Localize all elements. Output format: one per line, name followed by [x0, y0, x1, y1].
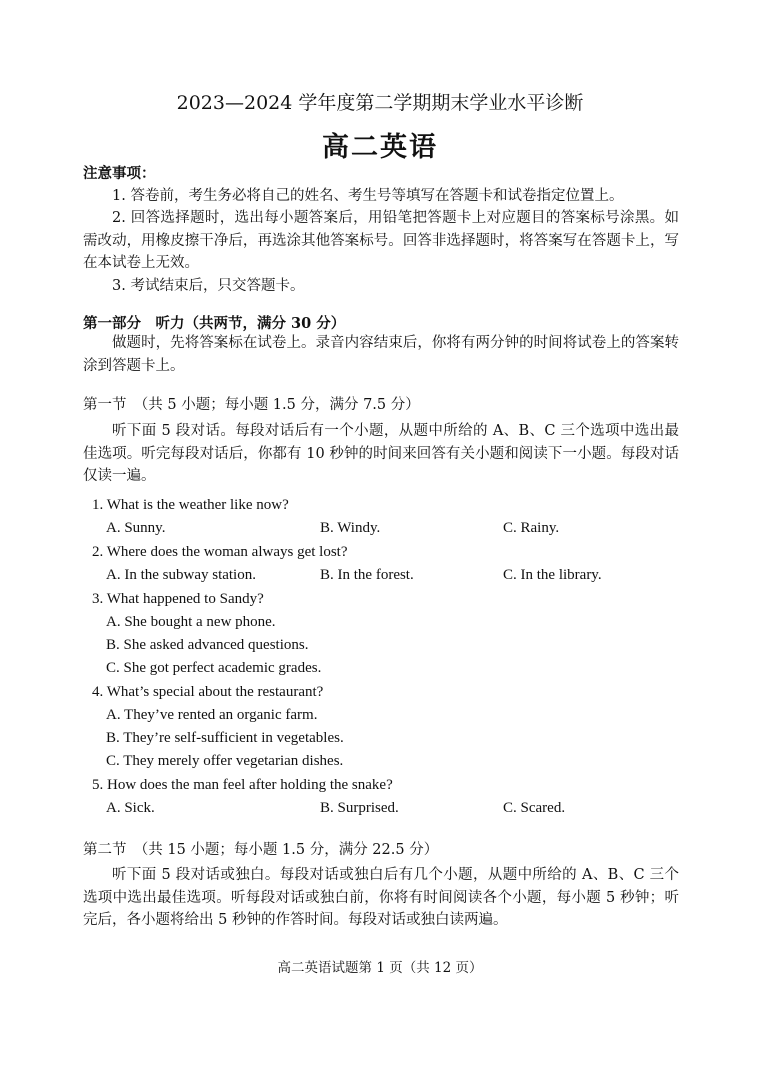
question-1-option-a: A. Sunny.: [106, 520, 166, 536]
question-1-stem: 1. What is the weather like now?: [92, 497, 289, 513]
question-4-option-b: B. They’re self-sufficient in vegetables.: [106, 730, 344, 746]
notice-item-1: 1. 答卷前，考生务必将自己的姓名、考生号等填写在答题卡和试卷指定位置上。: [112, 188, 624, 204]
notice-heading: 注意事项：: [83, 165, 156, 182]
question-1-option-c: C. Rainy.: [503, 520, 560, 536]
notice-item-2: 2. 回答选择题时，选出每小题答案后，用铅笔把答题卡上对应题目的答案标号涂黑。如需改动，用橡皮擦干净后，再选涂其他答案标号。回答非选择题时，将答案写在答题卡上，写在本试卷上无效。: [83, 210, 679, 271]
question-2-option-a: A. In the subway station.: [106, 567, 256, 583]
question-5-option-a: A. Sick.: [106, 800, 155, 816]
question-5-option-c: C. Scared.: [503, 800, 566, 816]
part1-intro: 做题时，先将答案标在试卷上。录音内容结束后，你将有两分钟的时间将试卷上的答案转涂到答题卡上。: [83, 335, 679, 374]
question-4-stem: 4. What’s special about the restaurant?: [92, 684, 324, 700]
section2-heading: 第二节 （共 15 小题；每小题 1.5 分，满分 22.5 分）: [83, 842, 439, 858]
question-3-option-c: C. She got perfect academic grades.: [106, 660, 322, 676]
part1-heading: 第一部分 听力（共两节，满分 30 分）: [83, 315, 346, 332]
question-4-option-c: C. They merely offer vegetarian dishes.: [106, 753, 344, 769]
question-5-stem: 5. How does the man feel after holding the snake?: [92, 777, 393, 793]
question-5-option-b: B. Surprised.: [320, 800, 399, 816]
exam-title: 2023—2024 学年度第二学期期末学业水平诊断: [176, 92, 584, 114]
section1-heading: 第一节 （共 5 小题；每小题 1.5 分，满分 7.5 分）: [83, 397, 420, 413]
section1-intro: 听下面 5 段对话。每段对话后有一个小题，从题中所给的 A、B、C 三个选项中选出最佳选项。听完每段对话后，你都有 10 秒钟的时间来回答有关小题和阅读下一小题。每段对话仅读一遍。: [83, 423, 679, 484]
question-3-stem: 3. What happened to Sandy?: [92, 591, 264, 607]
notice-item-3: 3. 考试结束后，只交答题卡。: [112, 278, 305, 294]
question-3-option-a: A. She bought a new phone.: [106, 614, 276, 630]
question-2-option-c: C. In the library.: [503, 567, 602, 583]
question-2-option-b: B. In the forest.: [320, 567, 414, 583]
question-3-option-b: B. She asked advanced questions.: [106, 637, 309, 653]
question-2-stem: 2. Where does the woman always get lost?: [92, 544, 348, 560]
page-footer: 高二英语试题第 1 页（共 12 页）: [277, 960, 483, 976]
question-4-option-a: A. They’ve rented an organic farm.: [106, 707, 318, 723]
section2-intro: 听下面 5 段对话或独白。每段对话或独白后有几个小题，从题中所给的 A、B、C 三个选项中选出最佳选项。听每段对话或独白前，你将有时间阅读各个小题，每小题 5 秒钟；听完后，各小题将给出 5 秒钟的作答时间。每段对话或独白读两遍。: [83, 867, 679, 928]
question-1-option-b: B. Windy.: [320, 520, 381, 536]
subject-title: 高二英语: [322, 132, 438, 163]
